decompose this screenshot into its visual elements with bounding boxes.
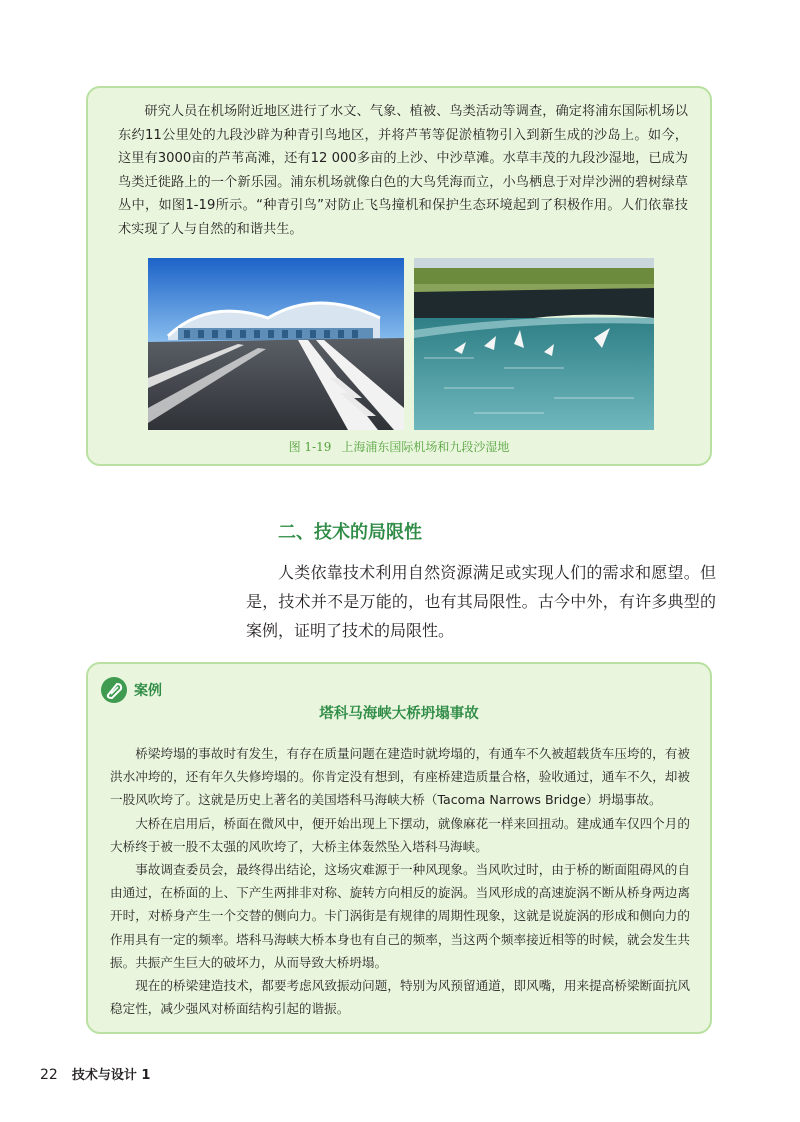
page-number: 22: [40, 1067, 58, 1083]
case-body: [110, 742, 690, 1020]
case-paragraph: 桥梁垮塌的事故时有发生，有存在质量问题在建造时就垮塌的，有通车不久被超载货车压垮的，有被洪水冲垮的，还有年久失修垮塌的。你肯定没有想到，有座桥建造质量合格，验收通过，通车不久，却被一股风吹垮了。这就是历史上著名的美国塔科马海峡大桥（Tacoma Narrows Bridge）坍塌事故。: [110, 746, 690, 808]
case-leaf-icon: [100, 676, 128, 704]
case-paragraph: 事故调查委员会，最终得出结论，这场灾难源于一种风现象。当风吹过时，由于桥的断面阻碍风的自由通过，在桥面的上、下产生两排非对称、旋转方向相反的旋涡。当风形成的高速旋涡不断从桥身两边离开时，对桥身产生一个交替的侧向力。卡门涡街是有规律的周期性现象，这就是说旋涡的形成和侧向力的作用具有一定的频率。塔科马海峡大桥本身也有自己的频率，当这两个频率接近相等的时候，就会发生共振。共振产生巨大的破坏力，从而导致大桥坍塌。: [110, 862, 690, 970]
section-heading: 二、技术的局限性: [278, 522, 422, 543]
figure-number: 图 1-19: [288, 440, 332, 454]
case-label: 案例: [134, 683, 162, 699]
figure-caption: [88, 438, 710, 455]
case-box: [86, 662, 712, 1034]
intro-box: [86, 86, 712, 466]
case-paragraph: 现在的桥梁建造技术，都要考虑风致振动问题，特别为风预留通道，即风嘴，用来提高桥梁断面抗风稳定性，减少强风对桥面结构引起的谐振。: [110, 978, 690, 1017]
intro-paragraph: 研究人员在机场附近地区进行了水文、气象、植被、鸟类活动等调查，确定将浦东国际机场以东约11公里处的九段沙辟为种青引鸟地区，并将芦苇等促淤植物引入到新生成的沙岛上。如今，这里有3000亩的芦苇高滩，还有12 000多亩的上沙、中沙草滩。水草丰茂的九段沙湿地，已成为鸟类迁徙路上的一个新乐园。浦东机场就像白色的大鸟凭海而立，小鸟栖息于对岸沙洲的碧树绿草丛中，如图1-19所示。“种青引鸟”对防止飞鸟撞机和保护生态环境起到了积极作用。人们依靠技术实现了人与自然的和谐共生。: [118, 104, 688, 237]
section-paragraph: 人类依靠技术利用自然资源满足或实现人们的需求和愿望。但是，技术并不是万能的，也有其局限性。古今中外，有许多典型的案例，证明了技术的局限性。: [246, 563, 716, 640]
case-paragraph: 大桥在启用后，桥面在微风中，便开始出现上下摆动，就像麻花一样来回扭动。建成通车仅四个月的大桥终于被一股不太强的风吹垮了，大桥主体轰然坠入塔科马海峡。: [110, 815, 690, 854]
page-footer: [40, 1064, 150, 1083]
airport-photo: [148, 258, 404, 430]
book-title: 技术与设计 1: [71, 1068, 151, 1083]
case-title: 塔科马海峡大桥坍塌事故: [319, 706, 479, 722]
figure-caption-text: 上海浦东国际机场和九段沙湿地: [341, 440, 510, 454]
wetland-photo: [414, 258, 654, 430]
